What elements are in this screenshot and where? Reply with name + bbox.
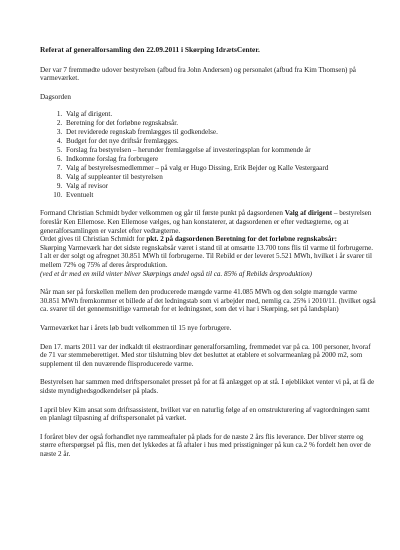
opening-text-cont: – bestyrelsen foreslår Ken Ellemose. Ken Ellemose vælges, og han konstaterer, at dagsordenen er efter vedtægterne, og at generalforsamlingen er varslet efter vedtægterne. [40,209,372,235]
agenda-item: 1. Valg af dirigent. [64,110,376,119]
extraordinary-meeting-paragraph: Den 17. marts 2011 var der indkaldt til ekstraordinær generalforsamling, fremmødet var på ca. 100 personer, hvoraf de 71 var stemmeberettiget. Med stor tilslutning blev det besluttet at etablere et solvarmeanlæg på 2000 m2, som supplement til den nuværende flisproducerede varme. [40,342,371,368]
solar-plant-paragraph: Bestyrelsen har sammen med driftspersonalet presset på for at få anlægget op at stå. I øjeblikket venter vi på, at få de sidste myndighedsgodkendelser på plads. [40,378,375,395]
report-intro-paragraph [40,235,376,244]
agenda-item: 4. Budget for det nye driftsår fremlægges. [64,137,376,146]
attendance-paragraph: Der var 7 fremmødte udover bestyrelsen (afbud fra John Andersen) og personalet (afbud fra Kim Thomsen) på varmeværket. [40,65,356,83]
woodchip-contract-paragraph: I foråret blev der også forhandlet nye rammeaftaler på plads for de næste 2 års flis leverance. Der bliver større og større efterspørgsel på flis, men det lykkedes at få aftaler i hus med prisstigninger på kun ca.2 % fordelt hen over de næste 2 år. [40,432,371,458]
agenda-item: 6. Indkomne forslag fra forbrugere [64,155,376,164]
heat-sales-note [40,270,376,279]
opening-text: Formand Christian Schmidt byder velkommen og går til første punkt på dagsordenen [40,209,285,218]
heat-loss-paragraph: Når man ser på forskellen mellem den producerede mængde varme 41.085 MWh og den solgte mængde varme 30.851 MWh fremkommer et billede af det ledningstab som vi arbejder med, nemlig ca. 25% i 2010/11. (hvilket også ca. svarer til det gennemsnitlige varmetab for et ledningsnet, som det vi har i Skørping, set på landsplan) [40,288,376,314]
agenda-heading: Dagsorden [40,92,71,101]
agenda-item: 9. Valg af revisor [64,182,376,191]
report-heading: pkt. 2 på dagsordenen Beretning for det forløbne regnskabsår: [146,235,337,244]
document-title: Referat af generalforsamling den 22.09.2011 i Skørping IdrætsCenter. [40,45,260,54]
opening-paragraph [40,209,376,235]
report-intro-text: Ordet gives til Christian Schmidt for [40,235,147,244]
agenda-item: 10. Eventuelt [64,191,376,200]
agenda-list [40,110,376,199]
agenda-item: 8. Valg af suppleanter til bestyrelsen [64,173,376,182]
new-consumers-paragraph: Varmeværket har i årets løb budt velkommen til 15 nye forbrugere. [40,323,232,332]
agenda-item: 7. Valg af bestyrelsesmedlemmer – på valg er Hugo Dissing, Erik Bejder og Kalle Vestergaard [64,164,376,173]
agenda-item: 5. Forslag fra bestyrelsen – herunder fremlæggelse af investeringsplan for kommende år [64,146,376,155]
staffing-paragraph: I april blev Kim ansat som driftsassistent, hvilket var en naturlig følge af en omstrukturering af vagtordningen samt en planlagt tilpasning af driftspersonalet på værket. [40,405,370,423]
election-of-chair-heading: Valg af dirigent [284,209,333,218]
agenda-item: 3. Det reviderede regnskab fremlægges til godkendelse. [64,128,376,137]
heat-sales-paragraph: Skørping Varmeværk har det sidste regnskabsår været i stand til at omsætte 13.700 tons flis til varme til forbrugerne. I alt er der solgt og afregnet 30.851 MWh til forbrugerne. Til Rebild er der leveret 5.521 MWh, hvilket i år svarer til mellem 72% og 75% af deres årsproduktion. [40,243,374,269]
agenda-item: 2. Beretning for det forløbne regnskabsår. [64,119,376,128]
heat-sales-note-text: (ved et år med en mild vinter bliver Skørpings andel også til ca. 85% af Rebilds årsproduktion) [40,269,313,278]
